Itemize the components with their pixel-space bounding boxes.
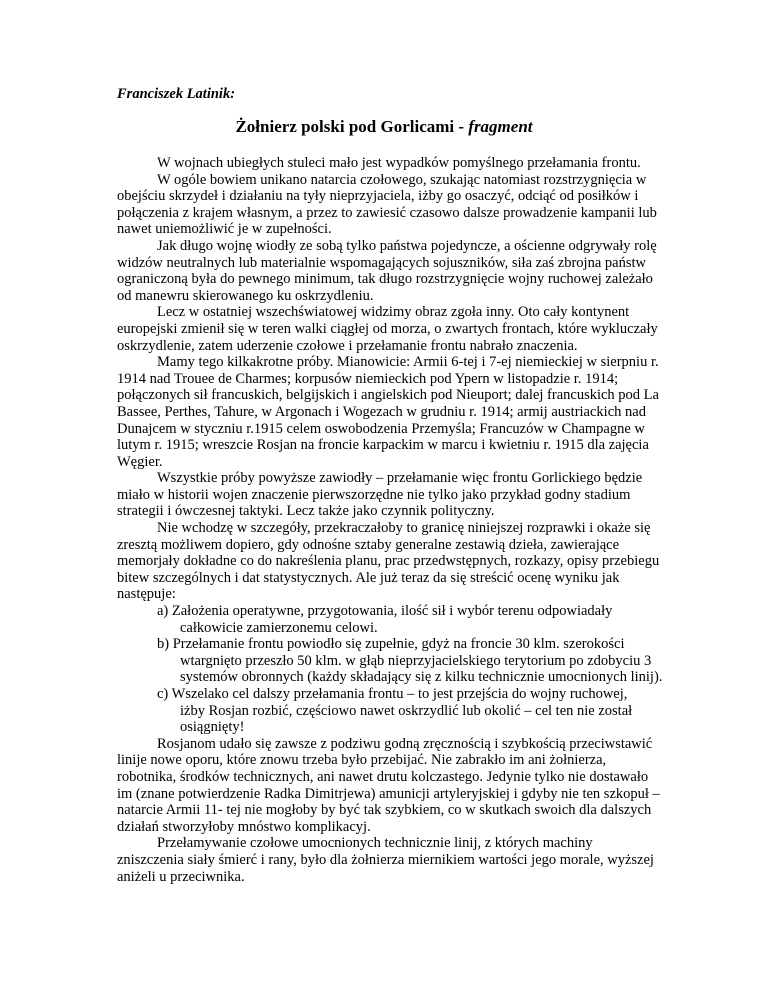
text-line: ograniczoną była do pewnego minimum, tak długo rozstrzygnięcie wojny ruchowej zależało — [117, 271, 653, 288]
text-line: wtargnięto przeszło 50 klm. w głąb nieprzyjacielskiego terytorium po zdobyciu 3 — [180, 652, 652, 669]
text-line: następuje: — [117, 586, 176, 603]
text-line: Węgier. — [117, 453, 163, 470]
text-line: natarcie Armii 11- tej nie mogłoby by być tak szybkiem, co w skutkach swoich dla dalszych — [117, 802, 652, 819]
text-line: W ogóle bowiem unikano natarcia czołowego, szukając natomiast rozstrzygnięcia w — [157, 171, 647, 188]
text-line: połączenia z krajem własnym, a przez to zawiesić czasowo dalsze prowadzenie kampanii lub — [117, 204, 657, 221]
title-subtitle: fragment — [468, 117, 533, 136]
text-line: strategii i ówczesnej taktyki. Lecz także jako czynnik polityczny. — [117, 503, 495, 520]
text-line: systemów obronnych (każdy składający się z kilku technicznie umocnionych linij). — [180, 669, 663, 686]
text-line: Lecz w ostatniej wszechświatowej widzimy obraz zgoła inny. Oto cały kontynent — [157, 304, 630, 321]
text-line: lutym r. 1915; wreszcie Rosjan na froncie karpackim w marcu i kwietniu r. 1915 dla zajęcia — [117, 437, 649, 454]
text-line: Nie wchodzę w szczegóły, przekraczałoby to granicę niniejszej rozprawki i okaże się — [157, 520, 651, 537]
text-line: Jak długo wojnę wiodły ze sobą tylko państwa pojedyncze, a ościenne odgrywały rolę — [157, 237, 657, 254]
text-line: działań stworzyłoby mnóstwo komplikacyj. — [117, 818, 371, 835]
document-title — [117, 117, 651, 137]
text-line: od manewru skierowanego ku oskrzydleniu. — [117, 287, 374, 304]
text-line: linije nowe oporu, które znowu trzeba było przebijać. Nie zabrakło im ani żołnierza, — [117, 752, 607, 769]
text-line: aniżeli u przeciwnika. — [117, 868, 245, 885]
text-line: 1914 nad Trouee de Charmes; korpusów niemieckich pod Ypern w listopadzie r. 1914; — [117, 370, 619, 387]
text-line: Wszystkie próby powyższe zawiodły – przełamanie więc frontu Gorlickiego będzie — [157, 470, 643, 487]
text-line: nawet uniemożliwić je w zupełności. — [117, 221, 332, 238]
text-line: im (znane potwierdzenie Radka Dimitrjewa) amunicji artyleryjskiej i gdyby nie ten szkopuł – — [117, 785, 660, 802]
text-line: memorjały dokładne co do nakreślenia planu, prac przedwstępnych, rozkazy, opisy przebiegu — [117, 553, 660, 570]
text-line: zresztą możliwem dopiero, gdy odnośne sztaby generalne zestawią dzieła, zawierające — [117, 536, 620, 553]
text-line: zniszczenia siały śmierć i rany, było dla żołnierza miernikiem wartości jego morale, wyższej — [117, 851, 654, 868]
text-line: Przełamywanie czołowe umocnionych technicznie linij, z których machiny — [157, 835, 593, 852]
text-line: Dunajcem w styczniu r.1915 celem oswobodzenia Przemyśla; Francuzów w Champagne w — [117, 420, 645, 437]
text-line: oskrzydlenie, zatem uderzenie czołowe i przełamanie frontu nabrało znaczenia. — [117, 337, 578, 354]
text-line: robotnika, środków technicznych, ani nawet drutu kolczastego. Jedynie tylko nie dostawało — [117, 768, 649, 785]
text-line: c) Wszelako cel dalszy przełamania frontu – to jest przejścia do wojny ruchowej, — [157, 686, 628, 702]
text-line: połączonych sił francuskich, belgijskich i angielskich pod Nieuport; dalej francuskich pod La — [117, 387, 659, 404]
text-line: bitew szczególnych i dat statystycznych. Ale już teraz da się streścić ocenę wyniku jak — [117, 569, 620, 586]
text-line: a) Założenia operatywne, przygotowania, ilość sił i wybór terenu odpowiadały — [157, 603, 613, 620]
text-line: Mamy tego kilkakrotne próby. Mianowicie: Armii 6-tej i 7-ej niemieckiej w sierpniu r. — [157, 354, 659, 371]
text-line: europejski zmienił się w teren walki ciągłej od morza, o zwartych frontach, które wykluczały — [117, 320, 658, 337]
text-line: iżby Rosjan rozbić, częściowo nawet oskrzydlić lub okolić – cel ten nie został — [180, 702, 633, 719]
title-main: Żołnierz polski pod Gorlicami - — [235, 117, 469, 136]
text-line: Bassee, Perthes, Tahure, w Argonach i Wogezach w grudniu r. 1914; armij austriackich nad — [117, 403, 646, 420]
document-body — [117, 155, 677, 885]
text-line: osiągnięty! — [180, 719, 245, 736]
text-line: W wojnach ubiegłych stuleci mało jest wypadków pomyślnego przełamania frontu. — [157, 155, 641, 171]
text-line: Rosjanom udało się zawsze z podziwu godną zręcznością i szybkością przeciwstawić — [157, 735, 653, 752]
text-line: obejściu skrzydeł i działaniu na tyły nieprzyjaciela, iżby go osaczyć, odciąć od posiłków i — [117, 188, 639, 205]
text-line: widzów neutralnych lub materialnie wspomagających sojuszników, siła zaś zbrojna państw — [117, 254, 646, 271]
author-name: Franciszek Latinik: — [117, 86, 236, 102]
text-line: miało w historii wojen znaczenie pierwszorzędne nie tylko jako przykład godny stadium — [117, 486, 631, 503]
text-line: b) Przełamanie frontu powiodło się zupełnie, gdyż na froncie 30 klm. szerokości — [157, 636, 625, 653]
text-line: całkowicie zamierzonemu celowi. — [180, 619, 378, 636]
